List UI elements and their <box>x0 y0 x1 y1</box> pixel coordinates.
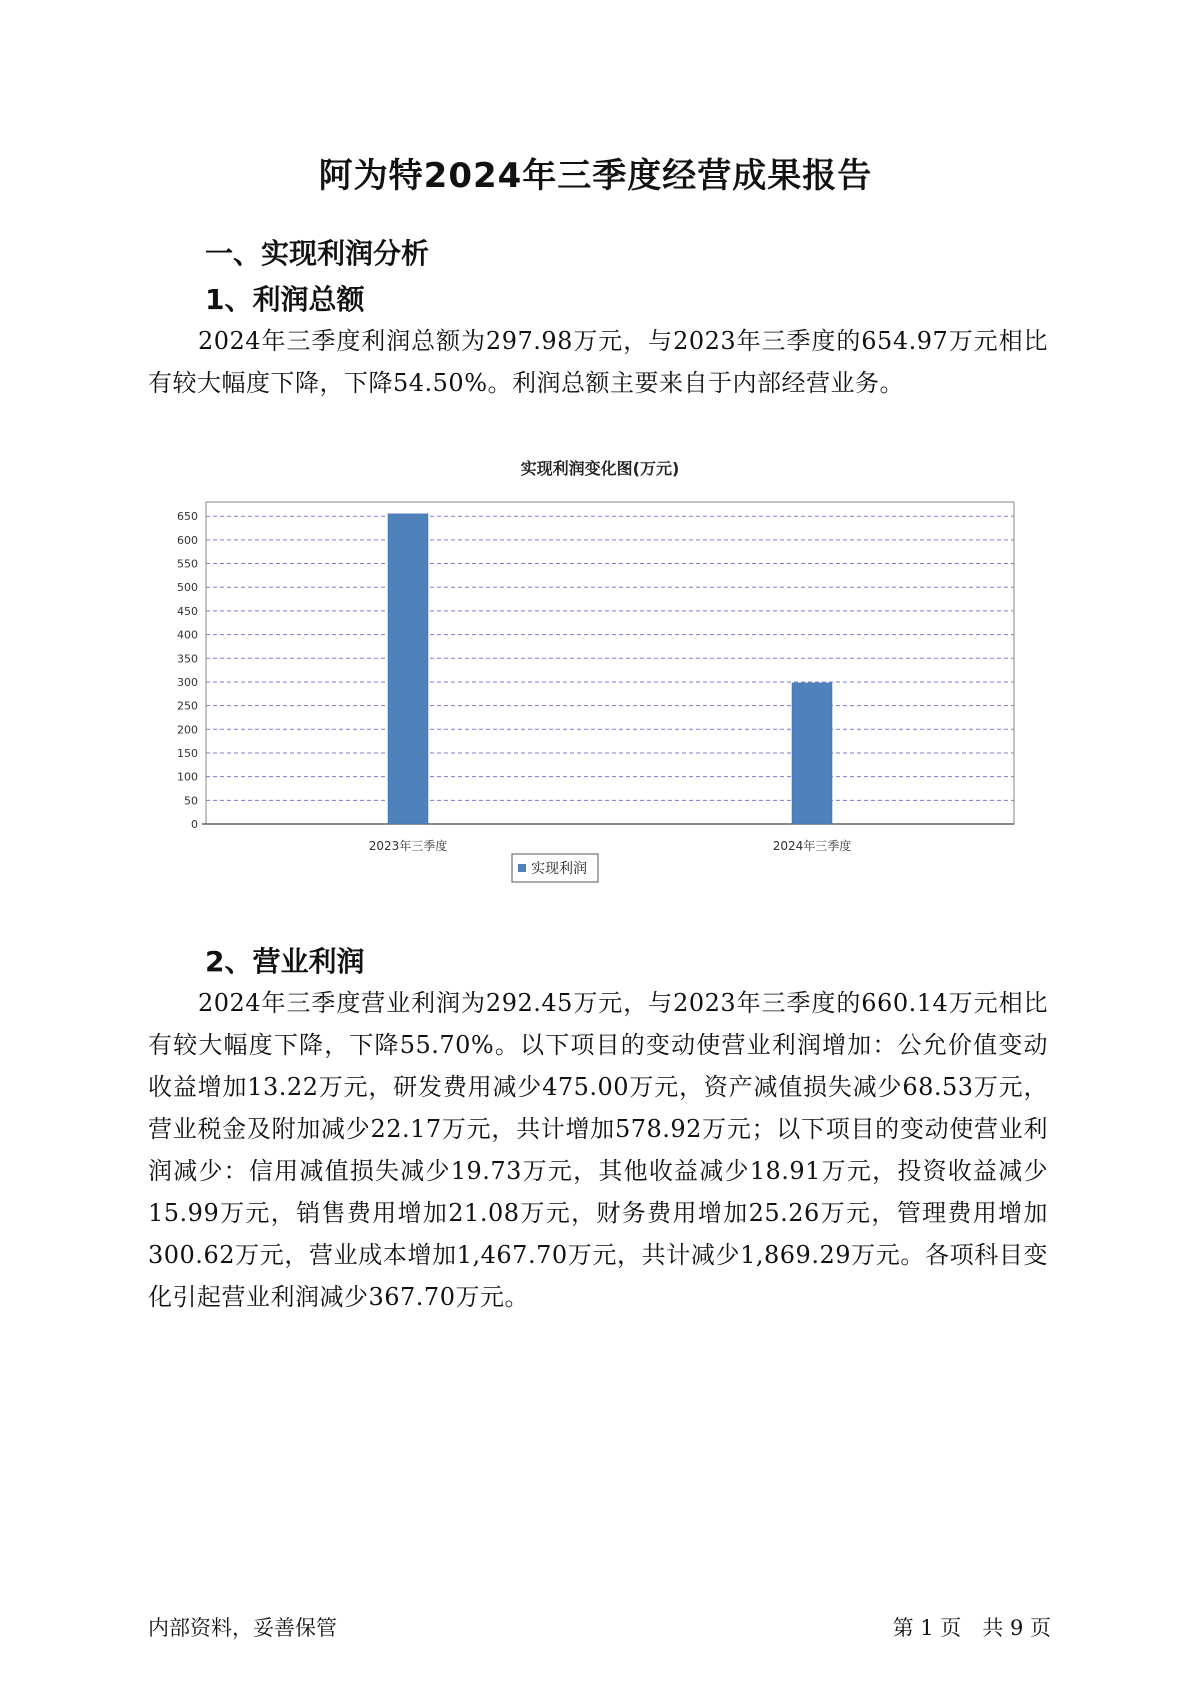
chart-title: 实现利润变化图(万元) <box>520 459 680 478</box>
chart-x-axis <box>369 838 852 853</box>
y-tick-label: 250 <box>177 699 198 713</box>
y-tick-label: 150 <box>177 746 198 760</box>
y-tick-label: 0 <box>191 818 198 831</box>
chart-plot-area <box>206 502 1014 824</box>
page-title: 阿为特2024年三季度经营成果报告 <box>318 156 873 196</box>
chart-legend <box>512 854 598 882</box>
y-tick-label: 650 <box>177 510 198 524</box>
y-tick-label: 450 <box>177 604 198 618</box>
y-tick-label: 400 <box>177 628 198 642</box>
y-tick-label: 600 <box>177 533 198 547</box>
bar-1 <box>388 514 428 824</box>
footer-page-number: 第 1 页 共 9 页 <box>892 1616 1051 1640</box>
y-tick-label: 500 <box>177 581 198 595</box>
x-tick-label: 2023年三季度 <box>368 839 448 853</box>
subsection-heading-total-profit: 1、利润总额 <box>205 283 365 316</box>
x-tick-label: 2024年三季度 <box>772 839 852 853</box>
y-tick-label: 100 <box>177 770 198 784</box>
y-tick-label: 550 <box>177 557 198 571</box>
legend-swatch <box>518 864 526 872</box>
paragraph-operating-profit: 2024年三季度营业利润为292.45万元，与2023年三季度的660.14万元相比有较大幅度下降，下降55.70%。以下项目的变动使营业利润增加：公允价值变动收益增加13.22万元，研发费用减少475.00万元，资产减值损失减少68.53万元，营业税金及附加减少22.17万元，共计增加578.92万元；以下项目的变动使营业利润减少：信用减值损失减少19.73万元，其他收益减少18.91万元，投资收益减少15.99万元，销售费用增加21.08万元，财务费用增加25.26万元，管理费用增加300.62万元，营业成本增加1,467.70万元，共计减少1,869.29万元。各项科目变化引起营业利润减少367.70万元。 <box>148 989 1048 1311</box>
section-heading-profit-analysis: 一、实现利润分析 <box>205 237 430 270</box>
y-tick-label: 50 <box>184 794 198 808</box>
chart-y-axis <box>177 510 198 831</box>
bar-2 <box>792 683 832 824</box>
paragraph-total-profit: 2024年三季度利润总额为297.98万元，与2023年三季度的654.97万元相比有较大幅度下降，下降54.50%。利润总额主要来自于内部经营业务。 <box>148 327 1048 397</box>
footer-confidential-note: 内部资料，妥善保管 <box>148 1616 337 1640</box>
y-tick-label: 200 <box>177 723 198 737</box>
profit-bar-chart-svg <box>160 452 1040 912</box>
subsection-heading-operating-profit: 2、营业利润 <box>205 945 365 978</box>
y-tick-label: 300 <box>177 675 198 689</box>
legend-label: 实现利润 <box>531 861 587 877</box>
y-tick-label: 350 <box>177 652 198 666</box>
profit-chart <box>160 452 1040 912</box>
